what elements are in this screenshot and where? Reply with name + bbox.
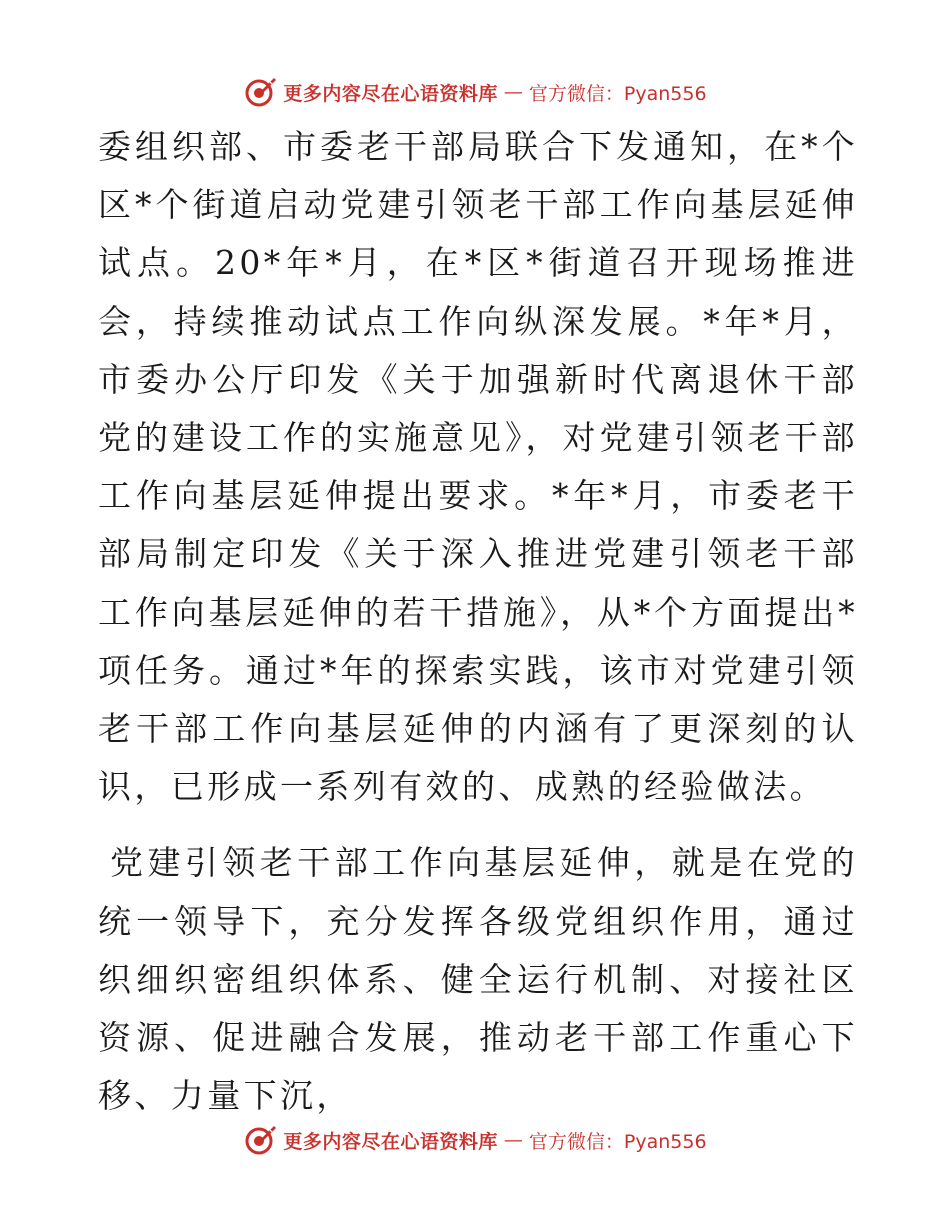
pen-logo-icon — [243, 1123, 277, 1157]
footer-banner-text: 更多内容尽在心语资料库 — [283, 1130, 498, 1153]
header-banner-contact: 官方微信：Pyan556 — [528, 82, 707, 105]
footer-banner-inner — [243, 1123, 706, 1157]
header-banner-separator: — — [503, 81, 523, 103]
footer-banner — [0, 1118, 950, 1162]
footer-banner-separator: — — [503, 1129, 523, 1151]
header-banner-inner — [243, 75, 706, 109]
header-banner — [0, 70, 950, 114]
footer-banner-contact: 官方微信：Pyan556 — [528, 1130, 707, 1153]
document-body — [98, 118, 858, 1125]
paragraph-2: 党建引领老干部工作向基层延伸，就是在党的统一领导下，充分发挥各级党组织作用，通过织细织密组织体系、健全运行机制、对接社区资源、促进融合发展，推动老干部工作重心下移、力量下沉， — [98, 843, 858, 1116]
paragraph-1: 委组织部、市委老干部局联合下发通知，在*个区*个街道启动党建引领老干部工作向基层延伸试点。20*年*月，在*区*街道召开现场推进会，持续推动试点工作向纵深发展。*年*月，市委办公厅印发《关于加强新时代离退休干部党的建设工作的实施意见》，对党建引领老干部工作向基层延伸提出要求。*年*月，市委老干部局制定印发《关于深入推进党建引领老干部工作向基层延伸的若干措施》，从*个方面提出*项任务。通过*年的探索实践，该市对党建引领老干部工作向基层延伸的内涵有了更深刻的认识，已形成一系列有效的、成熟的经验做法。 — [98, 127, 858, 807]
header-banner-text: 更多内容尽在心语资料库 — [283, 82, 498, 105]
pen-logo-icon — [243, 75, 277, 109]
